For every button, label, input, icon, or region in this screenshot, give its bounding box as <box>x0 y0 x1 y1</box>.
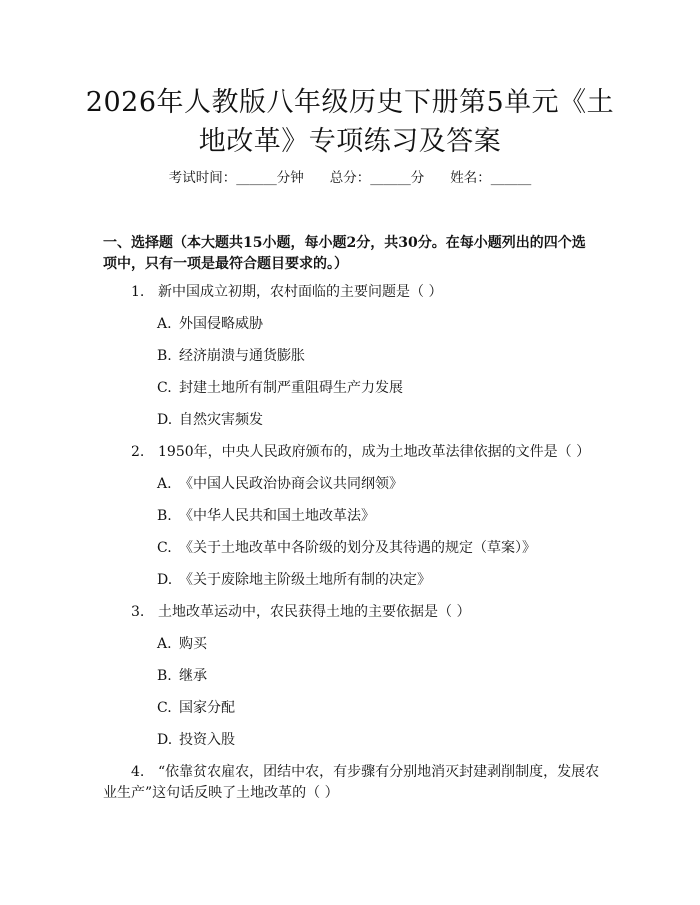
option-letter: A. <box>157 636 172 652</box>
option-letter: B. <box>157 508 172 524</box>
option-text: 购买 <box>179 636 207 652</box>
q1-option-b <box>157 346 305 366</box>
question-3 <box>131 602 470 622</box>
question-stem: 土地改革运动中，农民获得土地的主要依据是（ ） <box>158 604 471 620</box>
option-text: 自然灾害频发 <box>179 412 263 428</box>
option-text: 经济崩溃与通货膨胀 <box>179 348 305 364</box>
option-letter: B. <box>157 668 172 684</box>
option-text: 《关于土地改革中各阶级的划分及其待遇的规定（草案）》 <box>179 540 536 556</box>
question-number: 4. <box>131 764 145 780</box>
q2-option-a <box>157 474 403 494</box>
student-name: 姓名：______ <box>450 170 532 186</box>
document-title-line-2: 地改革》专项练习及答案 <box>198 126 502 157</box>
option-letter: B. <box>157 348 172 364</box>
option-letter: C. <box>157 380 172 396</box>
section-heading-line-2: 项中，只有一项是最符合题目要求的。） <box>103 256 348 272</box>
option-text: 国家分配 <box>179 700 235 716</box>
exam-time: 考试时间：______分钟 <box>168 170 304 186</box>
question-1 <box>131 282 442 302</box>
option-text: 《关于废除地主阶级土地所有制的决定》 <box>179 572 431 588</box>
exam-meta <box>0 168 700 188</box>
option-letter: D. <box>157 732 173 748</box>
section-heading-line-1: 一、选择题（本大题共15小题，每小题2分，共30分。在每小题列出的四个选 <box>103 235 586 251</box>
q2-option-c <box>157 538 536 558</box>
option-text: 封建土地所有制严重阻碍生产力发展 <box>179 380 403 396</box>
q2-option-b <box>157 506 375 526</box>
question-number: 2. <box>131 444 145 460</box>
q3-option-a <box>157 634 207 654</box>
q3-option-c <box>157 698 235 718</box>
option-text: 《中国人民政治协商会议共同纲领》 <box>179 476 403 492</box>
document-title-line-1: 2026年人教版八年级历史下册第5单元《土 <box>85 87 615 118</box>
question-4 <box>131 762 599 782</box>
q3-option-d <box>157 730 235 750</box>
question-4-stem-line-2: 业生产”这句话反映了土地改革的（ ） <box>103 785 339 801</box>
option-letter: C. <box>157 700 172 716</box>
option-letter: D. <box>157 412 173 428</box>
question-number: 3. <box>131 604 145 620</box>
q1-option-a <box>157 314 263 334</box>
option-letter: A. <box>157 476 172 492</box>
q2-option-d <box>157 570 431 590</box>
option-letter: D. <box>157 572 173 588</box>
option-text: 《中华人民共和国土地改革法》 <box>179 508 375 524</box>
option-text: 投资入股 <box>179 732 235 748</box>
q3-option-b <box>157 666 207 686</box>
option-text: 外国侵略威胁 <box>179 316 263 332</box>
exam-total-score: 总分：______分 <box>329 170 425 186</box>
option-letter: C. <box>157 540 172 556</box>
question-2 <box>131 442 590 462</box>
q1-option-c <box>157 378 403 398</box>
option-text: 继承 <box>179 668 207 684</box>
q1-option-d <box>157 410 263 430</box>
question-stem: 1950年，中央人民政府颁布的，成为土地改革法律依据的文件是（ ） <box>158 444 591 460</box>
question-stem-line-1: “依靠贫农雇农，团结中农，有步骤有分别地消灭封建剥削制度，发展农 <box>158 764 600 780</box>
question-number: 1. <box>131 284 145 300</box>
option-letter: A. <box>157 316 172 332</box>
question-stem: 新中国成立初期，农村面临的主要问题是（ ） <box>158 284 443 300</box>
